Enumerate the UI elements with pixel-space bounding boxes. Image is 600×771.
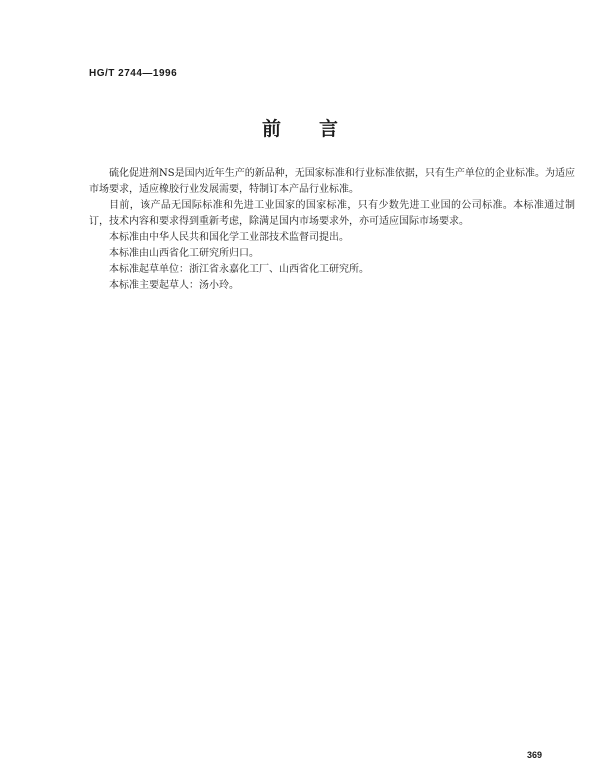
- page-number: 369: [526, 750, 542, 760]
- paragraph: 硫化促进剂NS是国内近年生产的新品种，无国家标准和行业标准依据，只有生产单位的企业标准。为适应市场要求，适应橡胶行业发展需要，特制订本产品行业标准。: [89, 168, 575, 195]
- paragraph: 目前，该产品无国际标准和先进工业国家的国家标准，只有少数先进工业国的公司标准。本标准通过制订，技术内容和要求得到重新考虑，除满足国内市场要求外，亦可适应国际市场要求。: [89, 200, 575, 227]
- paragraph: 本标准主要起草人：汤小玲。: [109, 280, 239, 291]
- page-title: 前言: [261, 118, 376, 140]
- standard-code: HG/T 2744—1996: [89, 68, 178, 79]
- paragraph: 本标准由山西省化工研究所归口。: [109, 248, 259, 259]
- paragraph: 本标准由中华人民共和国化学工业部技术监督司提出。: [109, 232, 349, 243]
- paragraph: 本标准起草单位：浙江省永嘉化工厂、山西省化工研究所。: [109, 264, 369, 275]
- foreword-body: [89, 166, 575, 294]
